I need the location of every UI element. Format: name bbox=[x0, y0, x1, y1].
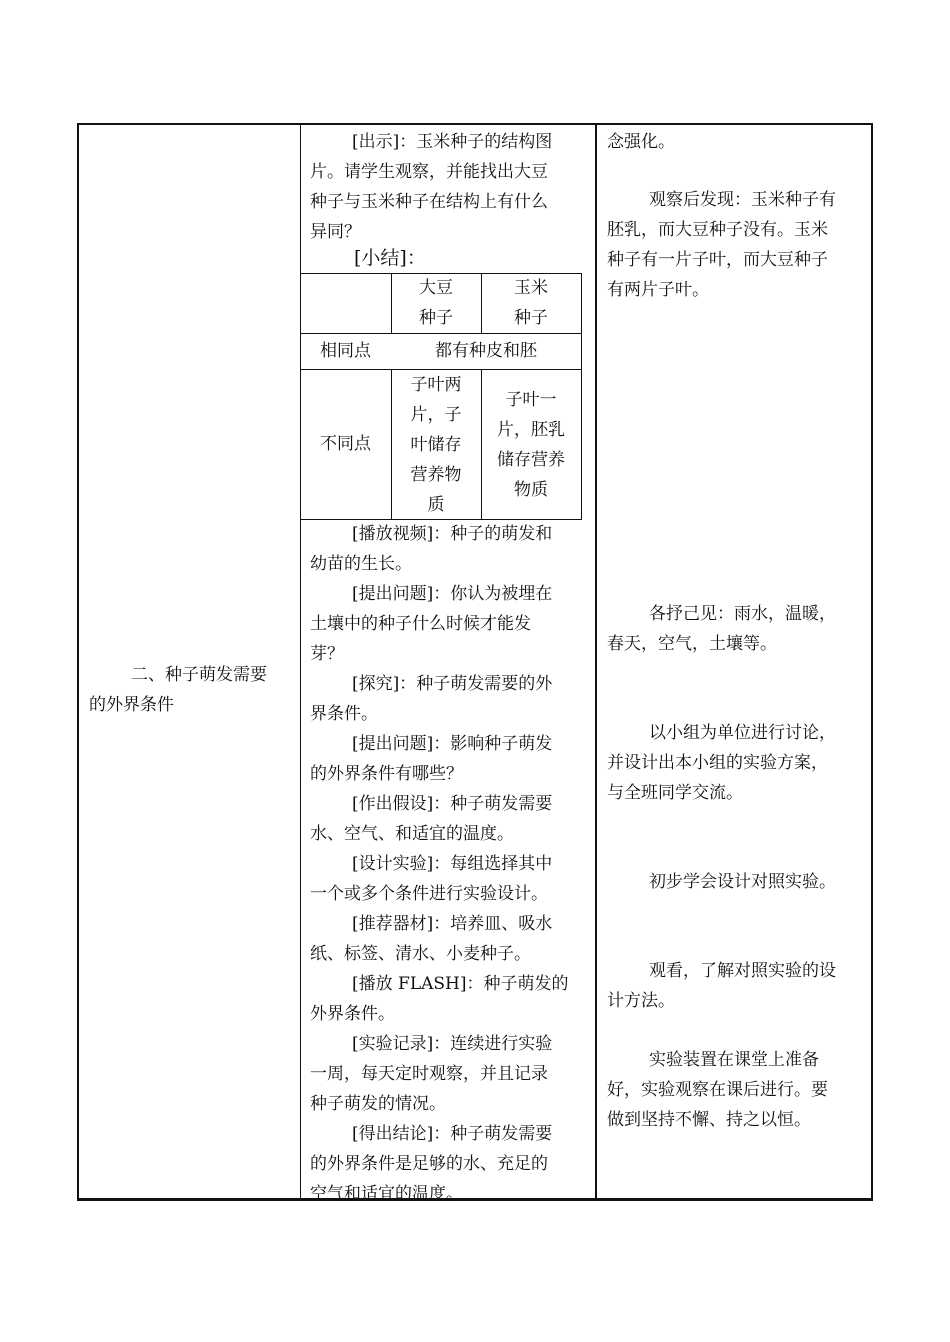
right-note-3: 各抒己见：雨水，温暖， 春天，空气，土壤等。 bbox=[607, 604, 836, 654]
row-similar-label: 相同点 bbox=[320, 341, 371, 361]
right-note-2: 观察后发现：玉米种子有 胚乳，而大豆种子没有。玉米 种子有一片子叶，而大豆种子 有两片子叶。 bbox=[607, 190, 836, 300]
right-note-6: 观看，了解对照实验的设 计方法。 bbox=[607, 961, 836, 1011]
column-divider bbox=[595, 125, 597, 1198]
header-corn: 玉米 种子 bbox=[514, 278, 548, 328]
right-note-4: 以小组为单位进行讨论， 并设计出本小组的实验方案， 与全班同学交流。 bbox=[607, 723, 836, 803]
row-different-soybean: 子叶两 片，子 叶储存 营养物 质 bbox=[410, 375, 462, 515]
middle-activities: [播放视频]：种子的萌发和 幼苗的生长。 [提出问题]：你认为被埋在 土壤中的种子什么时候才能发 芽？ [探究]：种子萌发需要的外 界条件。 [提出问题]：影响种子萌发 的外界条件有哪些？ [作出假设]：种子萌发需要 水、空气、和适宜的温度。 [设计实验]：每组选择其中 一个或多个条件进行实验设计。 [推荐器材]：培养皿、吸水 纸、标签、清水、小麦种子。 [播放 FLASH]：种子萌发的 外界条件。 [实验记录]：连续进行实验 一周，每天定时观察，并且记录 种子萌发的情况。 [得出结论]：种子萌发需要 的外界条件是足够的水、充足的 空气和适宜的温度。 bbox=[310, 524, 569, 1204]
header-soybean: 大豆 种子 bbox=[419, 278, 453, 328]
section-title: 二、种子萌发需要 的外界条件 bbox=[89, 665, 267, 715]
row-different-label: 不同点 bbox=[320, 434, 371, 454]
comparison-table bbox=[300, 273, 582, 519]
row-different-corn: 子叶一 片，胚乳 储存营养 物质 bbox=[497, 390, 565, 500]
middle-intro: [出示]：玉米种子的结构图 片。请学生观察，并能找出大豆 种子与玉米种子在结构上有什么 异同？ bbox=[310, 132, 553, 242]
right-note-7: 实验装置在课堂上准备 好，实验观察在课后进行。要 做到坚持不懈、持之以恒。 bbox=[607, 1050, 828, 1130]
row-similar-value: 都有种皮和胚 bbox=[435, 341, 537, 361]
summary-label: [小结]： bbox=[354, 247, 426, 269]
right-note-5: 初步学会设计对照实验。 bbox=[649, 872, 836, 892]
lesson-table bbox=[77, 123, 873, 1204]
right-note-1: 念强化。 bbox=[607, 132, 675, 152]
